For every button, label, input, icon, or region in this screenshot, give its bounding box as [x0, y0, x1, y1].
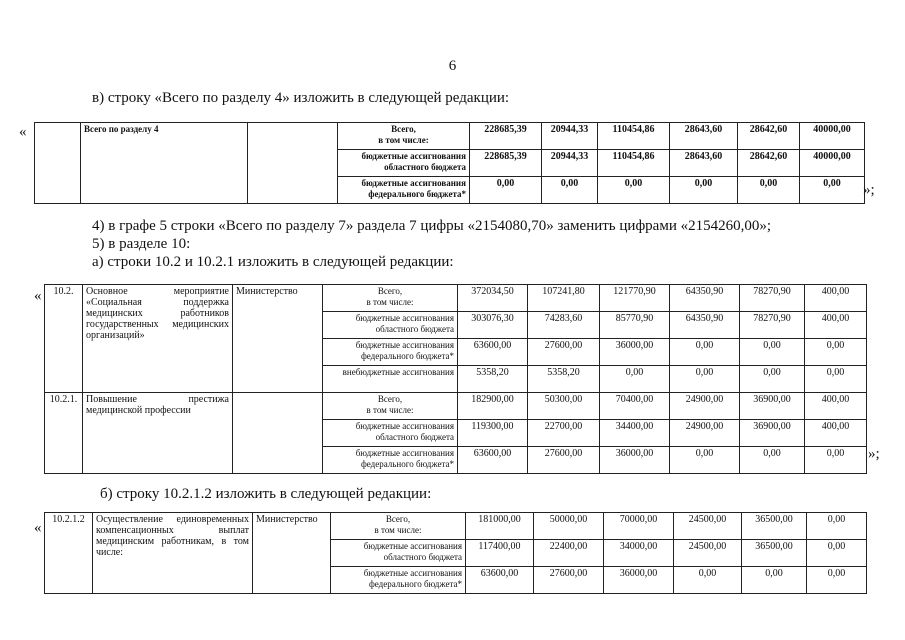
- amount-cell: 0,00: [670, 447, 740, 474]
- amount-cell: 64350,90: [670, 312, 740, 339]
- amount-cell: 0,00: [600, 366, 670, 393]
- amount-cell: 400,00: [805, 393, 867, 420]
- amount-cell: 0,00: [805, 339, 867, 366]
- amount-cell: 0,00: [674, 567, 742, 594]
- open-quote: «: [34, 520, 42, 536]
- funding-source-label: бюджетные ассигнования областного бюджета: [331, 540, 466, 567]
- paragraph-a: а) строки 10.2 и 10.2.1 изложить в следующей редакции:: [92, 254, 454, 270]
- amount-cell: 0,00: [740, 339, 805, 366]
- amount-cell: 36500,00: [742, 540, 807, 567]
- funding-source-label: бюджетные ассигнования областного бюджета: [338, 150, 470, 177]
- funding-source-label: Всего, в том числе:: [338, 123, 470, 150]
- amount-cell: 20944,33: [542, 123, 598, 150]
- amount-cell: 63600,00: [458, 339, 528, 366]
- row-code: 10.2.: [45, 285, 83, 393]
- funding-source-label: бюджетные ассигнования областного бюджета: [323, 420, 458, 447]
- paragraph-5: 5) в разделе 10:: [92, 236, 191, 252]
- amount-cell: 0,00: [800, 177, 865, 204]
- amount-cell: 63600,00: [466, 567, 534, 594]
- row-executor: Министерство: [233, 285, 323, 393]
- amount-cell: 400,00: [805, 312, 867, 339]
- amount-cell: 400,00: [805, 285, 867, 312]
- amount-cell: 0,00: [740, 447, 805, 474]
- amount-cell: 110454,86: [598, 150, 670, 177]
- amount-cell: 28642,60: [738, 150, 800, 177]
- amount-cell: 40000,00: [800, 150, 865, 177]
- amount-cell: 70400,00: [600, 393, 670, 420]
- row-code: 10.2.1.2: [45, 513, 93, 594]
- amount-cell: 181000,00: [466, 513, 534, 540]
- amount-cell: 22400,00: [534, 540, 604, 567]
- table-row: [45, 393, 867, 420]
- table-section-4-total: [34, 122, 865, 204]
- row-name: Повышение престижа медицинской профессии: [83, 393, 233, 474]
- table-row: [45, 285, 867, 312]
- paragraph-b: б) строку 10.2.1.2 изложить в следующей редакции:: [100, 486, 432, 502]
- amount-cell: 24900,00: [670, 420, 740, 447]
- amount-cell: 36500,00: [742, 513, 807, 540]
- amount-cell: 119300,00: [458, 420, 528, 447]
- amount-cell: 182900,00: [458, 393, 528, 420]
- amount-cell: 0,00: [807, 567, 867, 594]
- amount-cell: 78270,90: [740, 285, 805, 312]
- amount-cell: 110454,86: [598, 123, 670, 150]
- amount-cell: 228685,39: [470, 150, 542, 177]
- amount-cell: 85770,90: [600, 312, 670, 339]
- close-quote: »;: [868, 446, 880, 462]
- amount-cell: 0,00: [670, 366, 740, 393]
- amount-cell: 40000,00: [800, 123, 865, 150]
- amount-cell: 28642,60: [738, 123, 800, 150]
- paragraph-v: в) строку «Всего по разделу 4» изложить в следующей редакции:: [92, 90, 510, 106]
- amount-cell: 0,00: [805, 447, 867, 474]
- funding-source-label: бюджетные ассигнования федерального бюджета*: [323, 447, 458, 474]
- row-code: 10.2.1.: [45, 393, 83, 474]
- amount-cell: 121770,90: [600, 285, 670, 312]
- funding-source-label: Всего, в том числе:: [323, 393, 458, 420]
- amount-cell: 28643,60: [670, 150, 738, 177]
- row-name: Всего по разделу 4: [81, 123, 248, 204]
- page-number: 6: [448, 58, 457, 74]
- amount-cell: 78270,90: [740, 312, 805, 339]
- row-executor: [248, 123, 338, 204]
- amount-cell: 74283,60: [528, 312, 600, 339]
- amount-cell: 20944,33: [542, 150, 598, 177]
- amount-cell: 0,00: [542, 177, 598, 204]
- amount-cell: 0,00: [807, 540, 867, 567]
- amount-cell: 50000,00: [534, 513, 604, 540]
- funding-source-label: внебюджетные ассигнования: [323, 366, 458, 393]
- paragraph-4: 4) в графе 5 строки «Всего по разделу 7» раздела 7 цифры «2154080,70» заменить цифрами «2154260,00»;: [92, 218, 772, 234]
- funding-source-label: Всего, в том числе:: [323, 285, 458, 312]
- amount-cell: 0,00: [742, 567, 807, 594]
- row-code: [35, 123, 81, 204]
- amount-cell: 50300,00: [528, 393, 600, 420]
- amount-cell: 36000,00: [600, 447, 670, 474]
- amount-cell: 27600,00: [528, 339, 600, 366]
- amount-cell: 303076,30: [458, 312, 528, 339]
- amount-cell: 36000,00: [604, 567, 674, 594]
- funding-source-label: бюджетные ассигнования федерального бюджета*: [323, 339, 458, 366]
- amount-cell: 36900,00: [740, 393, 805, 420]
- amount-cell: 64350,90: [670, 285, 740, 312]
- funding-source-label: бюджетные ассигнования федерального бюджета*: [338, 177, 470, 204]
- amount-cell: 34000,00: [604, 540, 674, 567]
- amount-cell: 0,00: [598, 177, 670, 204]
- amount-cell: 372034,50: [458, 285, 528, 312]
- amount-cell: 5358,20: [458, 366, 528, 393]
- amount-cell: 27600,00: [528, 447, 600, 474]
- row-executor: [233, 393, 323, 474]
- amount-cell: 0,00: [805, 366, 867, 393]
- amount-cell: 22700,00: [528, 420, 600, 447]
- amount-cell: 400,00: [805, 420, 867, 447]
- amount-cell: 36000,00: [600, 339, 670, 366]
- amount-cell: 24500,00: [674, 513, 742, 540]
- amount-cell: 0,00: [740, 366, 805, 393]
- table-row: [45, 513, 867, 540]
- row-name: Основное мероприятие «Социальная поддержка медицинских работников государственных медицинских организаций»: [83, 285, 233, 393]
- funding-source-label: Всего, в том числе:: [331, 513, 466, 540]
- amount-cell: 117400,00: [466, 540, 534, 567]
- funding-source-label: бюджетные ассигнования федерального бюджета*: [331, 567, 466, 594]
- amount-cell: 24900,00: [670, 393, 740, 420]
- amount-cell: 0,00: [670, 339, 740, 366]
- table-row: [35, 123, 865, 150]
- amount-cell: 5358,20: [528, 366, 600, 393]
- amount-cell: 0,00: [470, 177, 542, 204]
- amount-cell: 28643,60: [670, 123, 738, 150]
- amount-cell: 0,00: [670, 177, 738, 204]
- amount-cell: 107241,80: [528, 285, 600, 312]
- row-executor: Министерство: [253, 513, 331, 594]
- amount-cell: 0,00: [807, 513, 867, 540]
- amount-cell: 70000,00: [604, 513, 674, 540]
- row-name: Осуществление единовременных компенсационных выплат медицинским работникам, в том числе:: [93, 513, 253, 594]
- close-quote: »;: [863, 182, 875, 198]
- amount-cell: 0,00: [738, 177, 800, 204]
- amount-cell: 34400,00: [600, 420, 670, 447]
- open-quote: «: [34, 288, 42, 304]
- table-10-2: [44, 284, 867, 474]
- amount-cell: 27600,00: [534, 567, 604, 594]
- amount-cell: 24500,00: [674, 540, 742, 567]
- table-10-2-1-2: [44, 512, 867, 594]
- amount-cell: 36900,00: [740, 420, 805, 447]
- amount-cell: 63600,00: [458, 447, 528, 474]
- amount-cell: 228685,39: [470, 123, 542, 150]
- funding-source-label: бюджетные ассигнования областного бюджета: [323, 312, 458, 339]
- open-quote: «: [19, 124, 27, 140]
